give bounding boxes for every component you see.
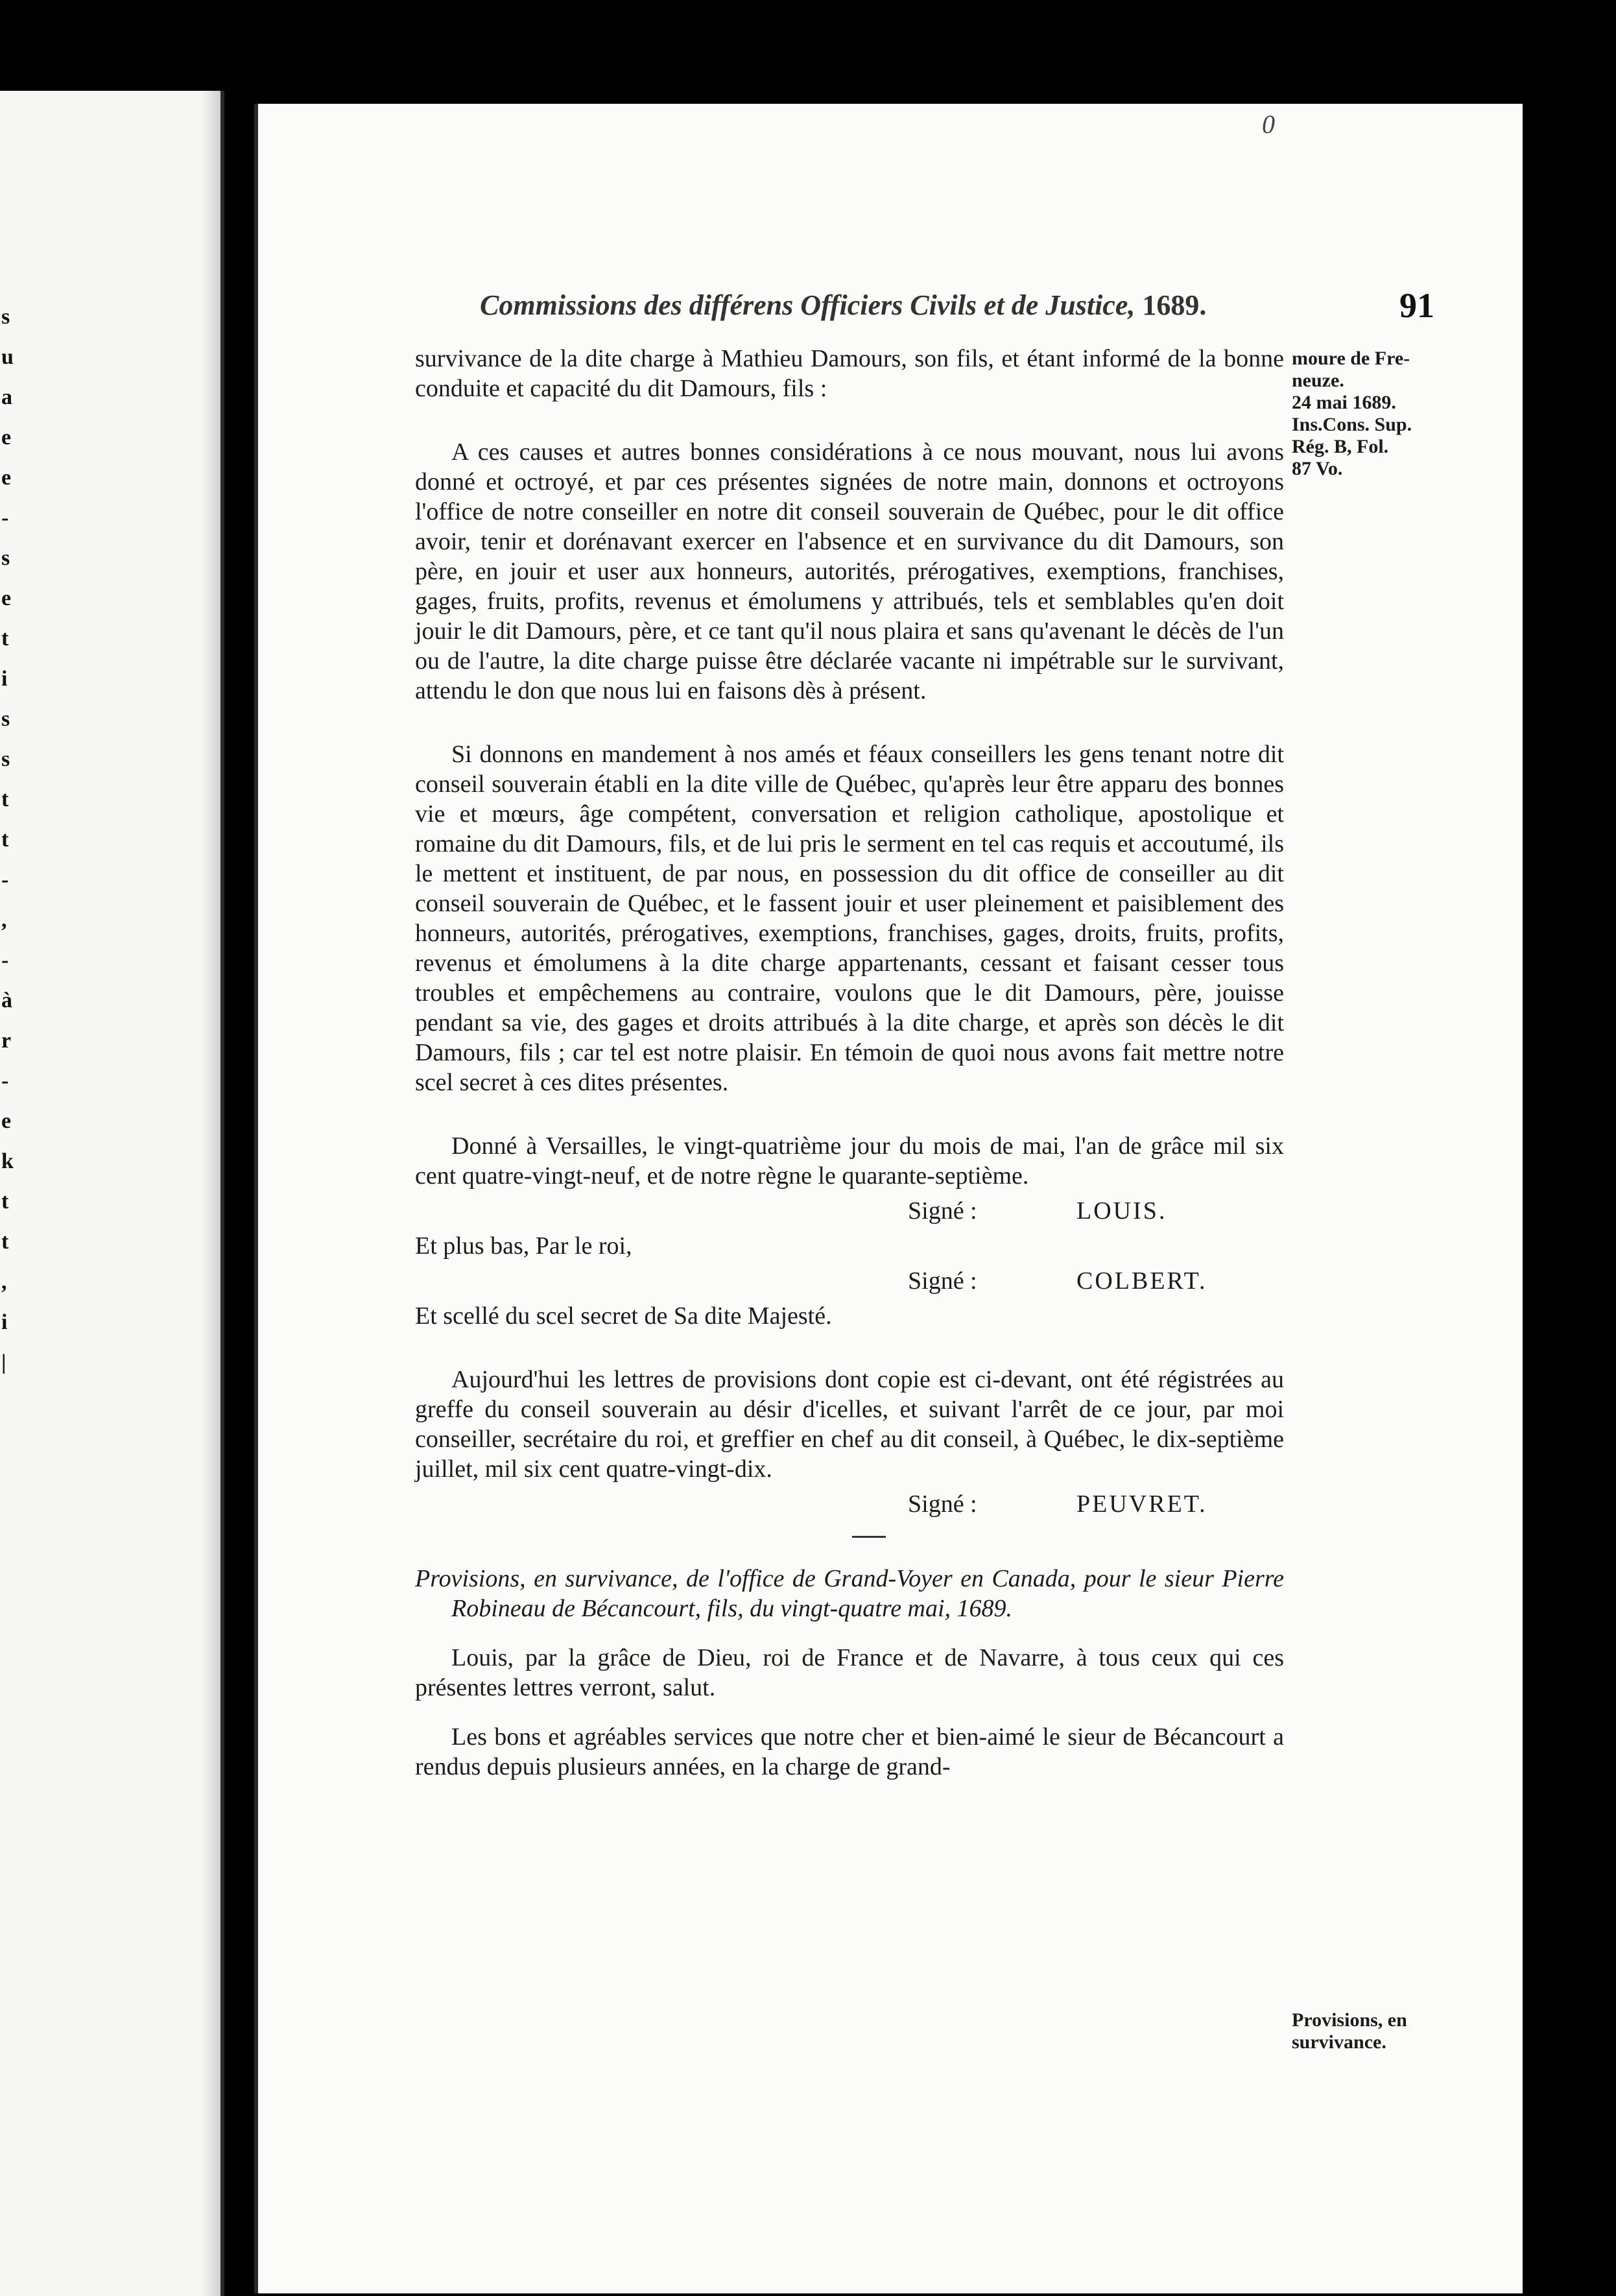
margin-note-first: [1292, 348, 1447, 480]
margin-note-line: survivance.: [1292, 2031, 1386, 2053]
margin-note-line: neuze.: [1292, 370, 1344, 391]
margin-note-line: Ins.Cons. Sup.: [1292, 414, 1412, 435]
previous-page-letter: ,: [1, 1270, 7, 1294]
line-scelle: Et scellé du scel secret de Sa dite Majesté.: [415, 1302, 832, 1330]
signature-label: Signé :: [908, 1267, 977, 1295]
previous-page-letter: s: [1, 546, 10, 570]
previous-page-letter: i: [1, 667, 8, 691]
previous-page-letter: t: [1, 828, 9, 852]
previous-page-letter: e: [1, 1109, 12, 1133]
signature-colbert: [415, 1261, 1284, 1301]
page-number: 91: [1399, 286, 1434, 325]
running-head: [480, 289, 1219, 322]
previous-page: [0, 91, 224, 2296]
body-text: [415, 344, 1284, 1782]
line-par-le-roi: Et plus bas, Par le roi,: [415, 1232, 632, 1260]
margin-note-line: Provisions, en: [1292, 2009, 1407, 2031]
margin-note-line: 87 Vo.: [1292, 458, 1343, 479]
paragraph-services: Les bons et agréables services que notre cher et bien-aimé le sieur de Bécancourt a rendus depuis plusieurs années, en la charge de grand-: [415, 1723, 1284, 1780]
paragraph-date: Donné à Versailles, le vingt-quatrième jour du mois de mai, l'an de grâce mil six cent quatre-vingt-neuf, et de notre règne le quarante-septième.: [415, 1132, 1284, 1190]
previous-page-letter: t: [1, 627, 9, 651]
previous-page-letter: e: [1, 466, 12, 490]
margin-note-second: [1292, 2009, 1447, 2053]
previous-page-letter: r: [1, 1029, 12, 1053]
signature-label: Signé :: [908, 1490, 977, 1518]
previous-page-letter: |: [1, 1350, 6, 1374]
signature-peuvret: [415, 1484, 1284, 1524]
section-heading: Provisions, en survivance, de l'office de Grand-Voyer en Canada, pour le sieur Pierre Robineau de Bécancourt, fils, du vingt-quatre mai, 1689.: [415, 1565, 1284, 1622]
previous-page-letter: t: [1, 787, 9, 811]
page-gutter-shadow: [201, 91, 220, 2296]
previous-page-letter: e: [1, 586, 12, 610]
previous-page-letter: s: [1, 747, 10, 771]
previous-page-letter: t: [1, 1230, 9, 1254]
previous-page-letter: ,: [1, 908, 7, 932]
signature-label: Signé :: [908, 1197, 977, 1225]
previous-page-letter: t: [1, 1190, 9, 1214]
paragraph-continuation: survivance de la dite charge à Mathieu Damours, son fils, et étant informé de la bonne conduite et capacité du dit Damours, fils :: [415, 345, 1284, 402]
margin-note-line: Rég. B, Fol.: [1292, 436, 1389, 457]
running-head-year: 1689.: [1142, 289, 1207, 321]
previous-page-letter: s: [1, 707, 10, 731]
margin-note-line: 24 mai 1689.: [1292, 392, 1396, 413]
section-separator: [852, 1536, 886, 1538]
signature-name: LOUIS.: [1076, 1197, 1167, 1225]
previous-page-letter: -: [1, 868, 9, 892]
previous-page-letter: -: [1, 506, 9, 530]
previous-page-letter: s: [1, 305, 10, 329]
signature-name: COLBERT.: [1076, 1267, 1207, 1295]
previous-page-letter: à: [1, 988, 12, 1012]
running-head-title: Commissions des différens Officiers Civils et de Justice,: [480, 289, 1135, 321]
previous-page-letter: -: [1, 1069, 9, 1093]
margin-note-line: moure de Fre-: [1292, 348, 1410, 369]
previous-page-letter: i: [1, 1310, 8, 1334]
previous-page-letter: u: [1, 345, 14, 369]
previous-page-letter: a: [1, 385, 12, 409]
previous-page-letter: e: [1, 425, 12, 449]
previous-page-letter: -: [1, 948, 9, 972]
signature-louis: [415, 1191, 1284, 1231]
signature-name: PEUVRET.: [1076, 1490, 1207, 1518]
paragraph-registration: Aujourd'hui les lettres de provisions dont copie est ci-devant, ont été régistrées au greffe du conseil souverain au désir d'icelles, et suivant l'arrêt de ce jour, par moi conseiller, secrétaire du roi, et greffier en chef au dit conseil, à Québec, le dix-septième juillet, mil six cent quatre-vingt-dix.: [415, 1366, 1284, 1483]
paragraph-mandement: Si donnons en mandement à nos amés et féaux conseillers les gens tenant notre dit conseil souverain établi en la dite ville de Québec, qu'après leur être apparu des bonnes vie et mœurs, âge compétent, conversation et religion catholique, apostolique et romaine du dit Damours, fils, et de lui pris le serment en tel cas requis et accoutumé, ils le mettent et instituent, de par nous, en possession du dit office de conseiller au dit conseil souverain de Québec, et le fassent jouir et user pleinement et paisiblement des honneurs, autorités, prérogatives, exemptions, franchises, gages, droits, fruits, profits, revenus et émolumens à la dite charge appartenants, cessant et faisant cesser tous troubles et empêchemens au contraire, voulons que le dit Damours, père, jouisse pendant sa vie, des gages et droits attribués à la dite charge, et après son décès le dit Damours, fils ; car tel est notre plaisir. En témoin de quoi nous avons fait mettre notre scel secret à ces dites présentes.: [415, 741, 1284, 1096]
previous-page-letter: k: [1, 1149, 14, 1173]
paragraph-salutation: Louis, par la grâce de Dieu, roi de France et de Navarre, à tous ceux qui ces présentes lettres verront, salut.: [415, 1644, 1284, 1701]
previous-page-text-edge: [0, 91, 13, 2296]
paragraph-causes: A ces causes et autres bonnes considérations à ce nous mouvant, nous lui avons donné et octroyé, et par ces présentes signées de notre main, donnons et octroyons l'office de notre conseiller en notre dit conseil souverain de Québec, pour le dit office avoir, tenir et dorénavant exercer en l'absence et en survivance du dit Damours, son père, en jouir et user aux honneurs, autorités, prérogatives, exemptions, franchises, gages, fruits, profits, revenus et émolumens y attribués, tels et semblables qu'en doit jouir le dit Damours, père, et ce tant qu'il nous plaira et sans qu'avenant le décès de l'un ou de l'autre, la dite charge puisse être déclarée vacante ni impétrable sur le survivant, attendu le don que nous lui en faisons dès à présent.: [415, 438, 1284, 704]
scan-mark: 0: [1262, 110, 1275, 139]
